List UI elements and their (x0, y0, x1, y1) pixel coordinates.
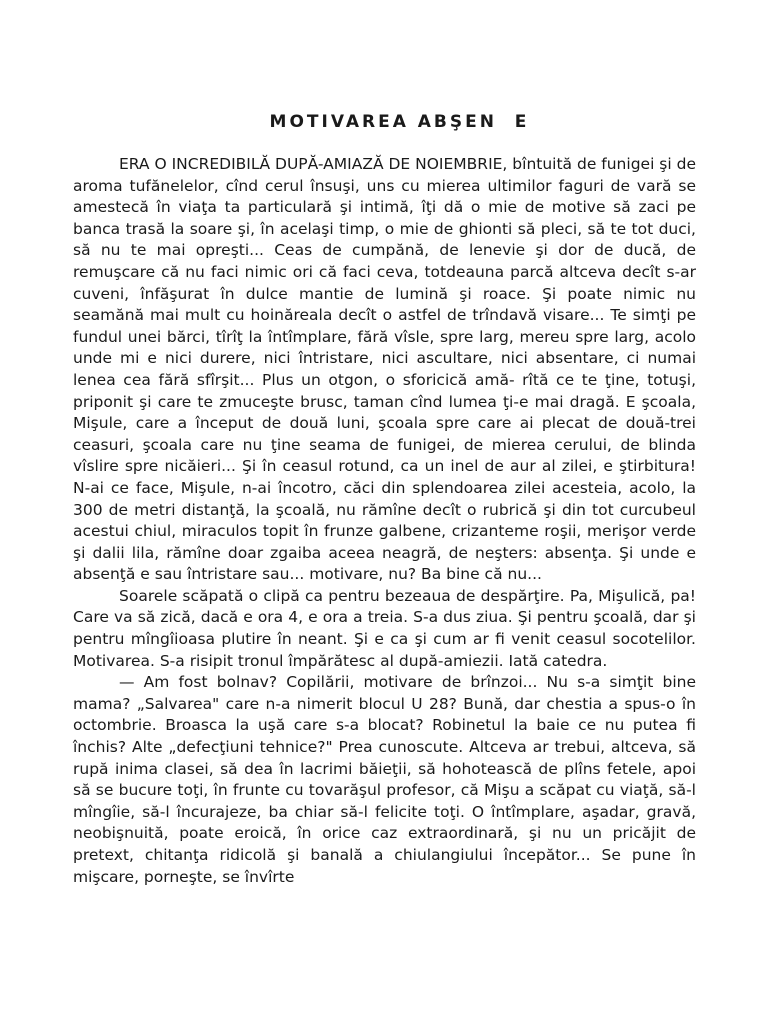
paragraph-2: Soarele scăpată o clipă ca pentru bezeaua de despărţire. Pa, Mişulică, pa! Care va să zică, dacă e ora 4, e ora a treia. S-a dus ziua. Şi pentru şcoală, dar şi pentru mîngîioasa plutire în neant. Şi e ca şi cum ar fi venit ceasul socotelilor. Motivarea. S-a risipit tronul împărătesc al după-amiezii. Iată catedra. (73, 586, 696, 670)
chapter-title: MOTIVAREA ABŞEN E (269, 112, 530, 132)
paragraph-1: ERA O INCREDIBILĂ DUPĂ-AMIAZĂ DE NOIEMBRIE, bîntuită de funigei şi de aroma tufănelelor, cînd cerul însuşi, uns cu mierea ultimilor faguri de vară se amestecă în viaţa ta particulară şi intimă, îţi dă o mie de motive să zaci pe banca trasă la soare şi, în acelaşi timp, o mie de ghionti să pleci, să te tot duci, să nu te mai opreşti... Ceas de cumpănă, de lenevie şi dor de ducă, de remuşcare că nu faci nimic ori că faci ceva, totdeauna parcă altceva decît s-ar cuveni, înfăşurat în dulce mantie de lumină şi roace. Şi poate nimic nu seamănă mai mult cu hoinăreala decît o astfel de trîndavă visare... Te simţi pe fundul unei bărci, tîrîţ la întîmplare, fără vîsle, spre larg, mereu spre larg, acolo unde mi e nici durere, nici întristare, nici ascultare, nici absentare, ci numai lenea cea fără sfîrşit... Plus un otgon, o sforicică amă- rîtă ce te ţine, totuşi, priponit şi care te zmuceşte brusc, taman cînd lumea ţi-e mai dragă. E şcoala, Mişule, care a început de două luni, şcoala spre care ai plecat de două-trei ceasuri, şcoala care nu ţine seama de funigei, de mierea cerului, de blinda vîslire spre nicăieri... Şi în ceasul rotund, ca un inel de aur al zilei, e ştirbitura! N-ai ce face, Mişule, n-ai încotro, căci din splendoarea zilei acesteia, acolo, la 300 de metri distanţă, la şcoală, nu rămîne decît o rubrică şi din tot curcubeul acestui chiul, miraculos topit în frunze galbene, crizanteme roşii, merişor verde şi dalii lila, rămîne doar zgaiba aceea neagră, de neşters: absenţa. Şi unde e absenţă e sau întristare sau... motivare, nu? Ba bine că nu... (73, 155, 696, 584)
paragraph-3: — Am fost bolnav? Copilării, motivare de brînzoi... Nu s-a simţit bine mama? „Salvarea" care n-a nimerit blocul U 28? Bună, dar chestia a spus-o în octombrie. Broasca la uşă care s-a blocat? Robinetul la baie ce nu putea fi închis? Alte „defecţiuni tehnice?" Prea cunoscute. Altceva ar trebui, altceva, să rupă inima clasei, să dea în lacrimi băieţii, să hohotească de plîns fetele, apoi să se bucure toţi, în frunte cu tovarăşul profesor, că Mişu a scăpat cu viaţă, să-l mîngîie, să-l încurajeze, ba chiar să-l felicite toţi. O întîmplare, aşadar, gravă, neobişnuită, poate eroică, în orice caz extraordinară, şi nu un pricăjit de pretext, chitanţa ridicolă şi banală a chiulangiului începător... Se pune în mişcare, porneşte, se învîrte (73, 673, 696, 886)
